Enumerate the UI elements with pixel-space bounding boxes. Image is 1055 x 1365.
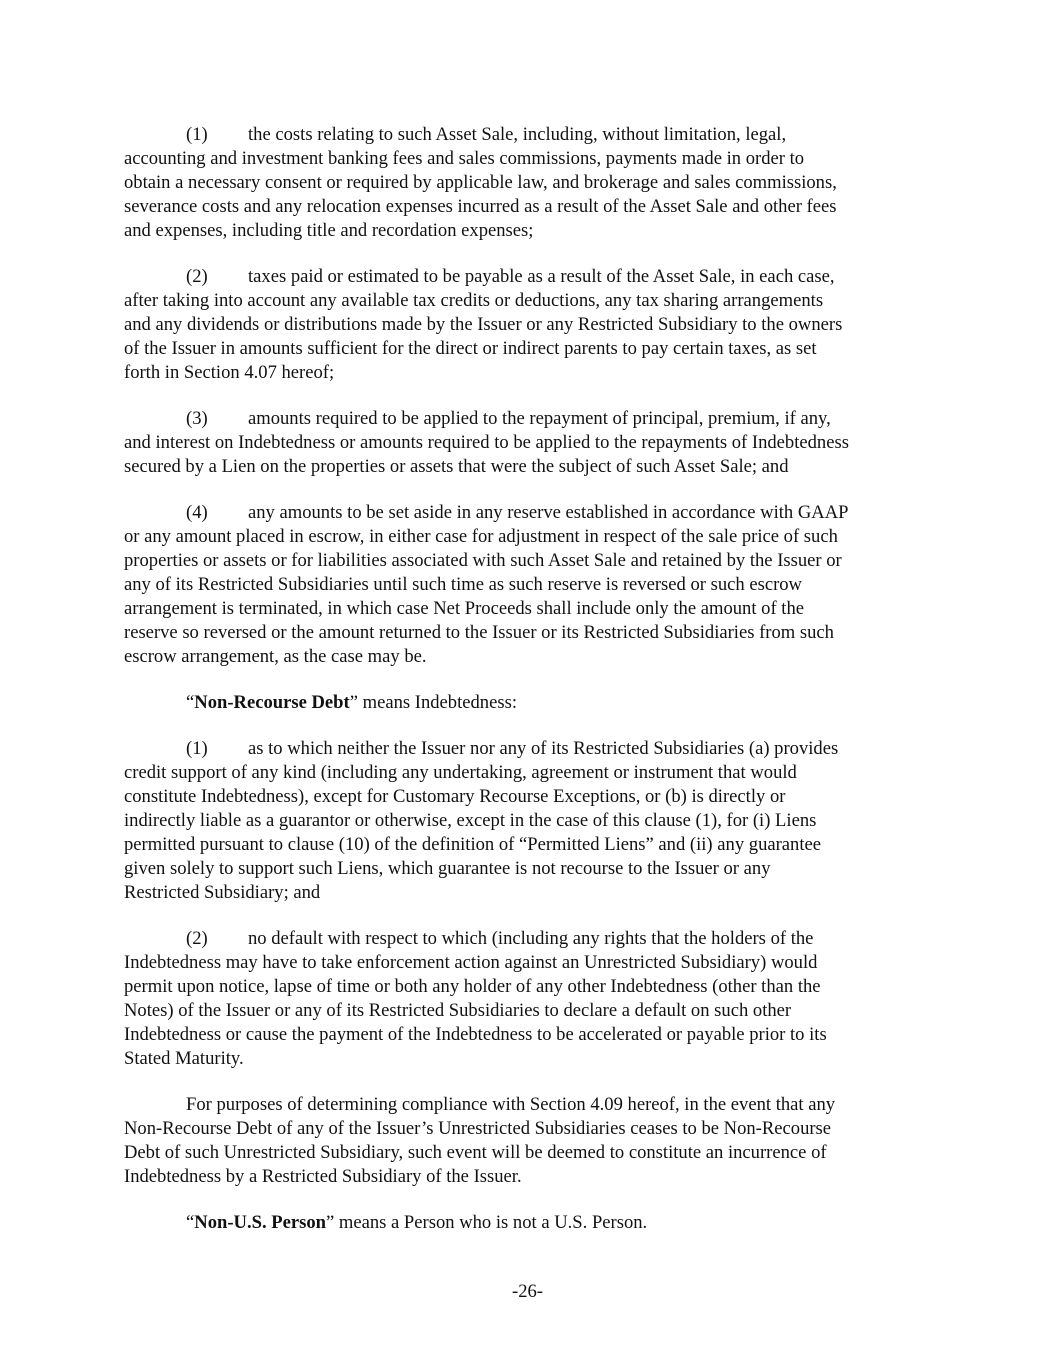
paragraph-line: of the Issuer in amounts sufficient for the direct or indirect parents to pay certain taxes, as set: [124, 338, 817, 359]
paragraph-line: and expenses, including title and recordation expenses;: [124, 220, 534, 241]
definition-line: “Non-Recourse Debt” means Indebtedness:: [186, 692, 517, 713]
non-recourse-clause-2: [124, 927, 936, 1071]
paragraph-line: and interest on Indebtedness or amounts required to be applied to the repayments of Indebtedness: [124, 432, 849, 453]
paragraph-line: permitted pursuant to clause (10) of the definition of “Permitted Liens” and (ii) any guarantee: [124, 834, 822, 855]
paragraph-line: Debt of such Unrestricted Subsidiary, such event will be deemed to constitute an incurrence of: [124, 1142, 827, 1163]
clause-number: (1): [186, 738, 208, 759]
paragraph-line: Indebtedness or cause the payment of the Indebtedness to be accelerated or payable prior to its: [124, 1024, 827, 1045]
document-page: [124, 123, 936, 1257]
paragraph-line: Notes) of the Issuer or any of its Restricted Subsidiaries to declare a default on such other: [124, 1000, 792, 1021]
paragraph-line: secured by a Lien on the properties or assets that were the subject of such Asset Sale; and: [124, 456, 789, 477]
definition-non-us-person: [124, 1211, 936, 1235]
paragraph-line: (2) taxes paid or estimated to be payable as a result of the Asset Sale, in each case,: [186, 266, 835, 287]
paragraph-line: Restricted Subsidiary; and: [124, 882, 321, 903]
paragraph-line: arrangement is terminated, in which case Net Proceeds shall include only the amount of the: [124, 598, 805, 619]
paragraph-line: (1) as to which neither the Issuer nor any of its Restricted Subsidiaries (a) provides: [186, 738, 839, 759]
paragraph-line: Indebtedness may have to take enforcement action against an Unrestricted Subsidiary) would: [124, 952, 818, 973]
net-proceeds-clause-2: [124, 265, 936, 385]
paragraph-line: credit support of any kind (including any undertaking, agreement or instrument that would: [124, 762, 797, 783]
non-recourse-clause-1: [124, 737, 936, 905]
paragraph-line: For purposes of determining compliance with Section 4.09 hereof, in the event that any: [186, 1094, 836, 1115]
paragraph-line: obtain a necessary consent or required by applicable law, and brokerage and sales commissions,: [124, 172, 837, 193]
paragraph-line: after taking into account any available tax credits or deductions, any tax sharing arrangements: [124, 290, 824, 311]
net-proceeds-clause-1: [124, 123, 936, 243]
paragraph-line: reserve so reversed or the amount returned to the Issuer or its Restricted Subsidiaries from such: [124, 622, 834, 643]
compliance-paragraph: [124, 1093, 936, 1189]
paragraph-line: Non-Recourse Debt of any of the Issuer’s Unrestricted Subsidiaries ceases to be Non-Recourse: [124, 1118, 832, 1139]
definition-line: “Non-U.S. Person” means a Person who is not a U.S. Person.: [186, 1212, 648, 1233]
paragraph-line: Stated Maturity.: [124, 1048, 244, 1069]
definition-non-recourse-debt: [124, 691, 936, 715]
clause-number: (3): [186, 408, 208, 429]
paragraph-line: (2) no default with respect to which (including any rights that the holders of the: [186, 928, 814, 949]
paragraph-line: permit upon notice, lapse of time or both any holder of any other Indebtedness (other than the: [124, 976, 821, 997]
paragraph-line: (3) amounts required to be applied to the repayment of principal, premium, if any,: [186, 408, 831, 429]
defined-term: Non-U.S. Person: [194, 1212, 326, 1233]
paragraph-line: and any dividends or distributions made by the Issuer or any Restricted Subsidiary to the owners: [124, 314, 843, 335]
defined-term: Non-Recourse Debt: [194, 692, 350, 713]
clause-number: (2): [186, 266, 208, 287]
paragraph-line: or any amount placed in escrow, in either case for adjustment in respect of the sale price of such: [124, 526, 838, 547]
paragraph-line: accounting and investment banking fees and sales commissions, payments made in order to: [124, 148, 805, 169]
paragraph-line: indirectly liable as a guarantor or otherwise, except in the case of this clause (1), for (i) Liens: [124, 810, 817, 831]
paragraph-line: any of its Restricted Subsidiaries until such time as such reserve is reversed or such escrow: [124, 574, 802, 595]
net-proceeds-clause-3: [124, 407, 936, 479]
clause-number: (2): [186, 928, 208, 949]
paragraph-line: Indebtedness by a Restricted Subsidiary of the Issuer.: [124, 1166, 522, 1187]
paragraph-line: constitute Indebtedness), except for Customary Recourse Exceptions, or (b) is directly or: [124, 786, 786, 807]
paragraph-line: forth in Section 4.07 hereof;: [124, 362, 335, 383]
paragraph-line: given solely to support such Liens, which guarantee is not recourse to the Issuer or any: [124, 858, 771, 879]
page-number: -26-: [512, 1281, 543, 1302]
paragraph-line: escrow arrangement, as the case may be.: [124, 646, 427, 667]
paragraph-line: severance costs and any relocation expenses incurred as a result of the Asset Sale and other fees: [124, 196, 837, 217]
clause-number: (4): [186, 502, 208, 523]
paragraph-line: (4) any amounts to be set aside in any reserve established in accordance with GAAP: [186, 502, 849, 523]
net-proceeds-clause-4: [124, 501, 936, 669]
paragraph-line: properties or assets or for liabilities associated with such Asset Sale and retained by the Issuer or: [124, 550, 842, 571]
clause-number: (1): [186, 124, 208, 145]
paragraph-line: (1) the costs relating to such Asset Sale, including, without limitation, legal,: [186, 124, 787, 145]
